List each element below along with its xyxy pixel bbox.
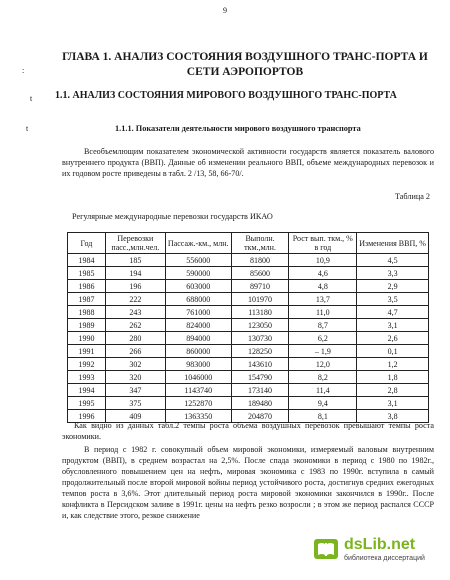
table-cell: 196 bbox=[105, 280, 165, 293]
table-cell: 375 bbox=[105, 397, 165, 410]
table-cell: 280 bbox=[105, 332, 165, 345]
page-number: 9 bbox=[223, 6, 227, 15]
header-cell: Выполн. ткм.,млн. bbox=[231, 233, 289, 254]
table-cell: 1996 bbox=[68, 410, 106, 423]
header-cell: Изменения ВВП, % bbox=[357, 233, 429, 254]
table-cell: 1252870 bbox=[165, 397, 231, 410]
table-row bbox=[68, 306, 429, 319]
table-cell: 556000 bbox=[165, 254, 231, 267]
table-cell: 89710 bbox=[231, 280, 289, 293]
table-cell: 1984 bbox=[68, 254, 106, 267]
table-cell: 603000 bbox=[165, 280, 231, 293]
table-cell: 8,1 bbox=[289, 410, 357, 423]
table-row bbox=[68, 319, 429, 332]
table-cell: 1046000 bbox=[165, 371, 231, 384]
table-cell: 113180 bbox=[231, 306, 289, 319]
table-cell: 1986 bbox=[68, 280, 106, 293]
table-cell: 4,7 bbox=[357, 306, 429, 319]
table-cell: 1995 bbox=[68, 397, 106, 410]
table-cell: 3,1 bbox=[357, 397, 429, 410]
paragraph-intro: Всеобъемлющим показателем экономической активности государств является показатель валового внутреннего продукта (ВВП). Данные об изменении реального ВВП, объеме международных перевозок и их годовом росте приведены в табл. 2 /13, 58, 66-70/. bbox=[62, 147, 434, 178]
table-cell: 1989 bbox=[68, 319, 106, 332]
watermark-name: dsLib.net bbox=[344, 535, 416, 553]
table-cell: 347 bbox=[105, 384, 165, 397]
table-cell: 1990 bbox=[68, 332, 106, 345]
table-cell: 0,1 bbox=[357, 345, 429, 358]
table-cell: 2,6 bbox=[357, 332, 429, 345]
table-row bbox=[68, 293, 429, 306]
subsection-title: 1.1.1. Показатели деятельности мирового воздушного транспорта bbox=[115, 124, 361, 133]
table-cell: 11,4 bbox=[289, 384, 357, 397]
table-cell: 81800 bbox=[231, 254, 289, 267]
table-row bbox=[68, 345, 429, 358]
table-cell: 302 bbox=[105, 358, 165, 371]
table-cell: 1143740 bbox=[165, 384, 231, 397]
table-cell: 1363350 bbox=[165, 410, 231, 423]
table-cell: 4,6 bbox=[289, 267, 357, 280]
table-cell: 761000 bbox=[165, 306, 231, 319]
table-cell: 2,8 bbox=[357, 384, 429, 397]
table-cell: 409 bbox=[105, 410, 165, 423]
table-row bbox=[68, 254, 429, 267]
table-cell: 860000 bbox=[165, 345, 231, 358]
table-cell: 222 bbox=[105, 293, 165, 306]
table-cell: 12,0 bbox=[289, 358, 357, 371]
table-row bbox=[68, 332, 429, 345]
table-cell: 85600 bbox=[231, 267, 289, 280]
table-cell: 1987 bbox=[68, 293, 106, 306]
table-cell: 1988 bbox=[68, 306, 106, 319]
table-cell: 10,9 bbox=[289, 254, 357, 267]
table-cell: – 1,9 bbox=[289, 345, 357, 358]
table-cell: 1985 bbox=[68, 267, 106, 280]
table-cell: 128250 bbox=[231, 345, 289, 358]
table-cell: 8,2 bbox=[289, 371, 357, 384]
table-row bbox=[68, 358, 429, 371]
paragraph-conclusion: Как видно из данных табл.2 темпы роста объема воздушных перевозок превышают темпы роста экономики. bbox=[62, 421, 434, 441]
chapter-title: ГЛАВА 1. АНАЛИЗ СОСТОЯНИЯ ВОЗДУШНОГО ТРАНС-ПОРТА И СЕТИ АЭРОПОРТОВ bbox=[62, 51, 428, 78]
table-cell: 1,8 bbox=[357, 371, 429, 384]
table-cell: 266 bbox=[105, 345, 165, 358]
margin-mark: t bbox=[26, 124, 29, 133]
table-cell: 11,0 bbox=[289, 306, 357, 319]
table-cell: 320 bbox=[105, 371, 165, 384]
table-cell: 185 bbox=[105, 254, 165, 267]
data-table bbox=[67, 232, 429, 423]
table-cell: 123050 bbox=[231, 319, 289, 332]
table-row bbox=[68, 371, 429, 384]
table-cell: 1994 bbox=[68, 384, 106, 397]
table-cell: 824000 bbox=[165, 319, 231, 332]
table-cell: 3,1 bbox=[357, 319, 429, 332]
table-cell: 1,2 bbox=[357, 358, 429, 371]
table-row bbox=[68, 397, 429, 410]
table-cell: 1991 bbox=[68, 345, 106, 358]
paragraph-economy: В период с 1982 г. совокупный объем мировой экономики, измеряемый валовым внутренним продуктом (ВВП), в среднем возрастал на 2,5%. После спада экономики в период с 1980 по 1982г., обусловленного повышением цен на нефть, мировая экономика с 1983 по 1990г. вступила в самый продолжительный после второй мировой войны период устойчивого роста, достигнув средних ежегодных темпов роста в 3,6%. Этот длительный период роста мировой экономики закончился в 1990г.. После конфликта в Персидском заливе в 1991г. цены на нефть резко возросли ; в этом же период распался СССР и, как следствие этого, резкое снижение bbox=[62, 445, 434, 520]
table-cell: 13,7 bbox=[289, 293, 357, 306]
header-cell: Год bbox=[68, 233, 106, 254]
table-row bbox=[68, 280, 429, 293]
table-cell: 4,5 bbox=[357, 254, 429, 267]
table-cell: 3,5 bbox=[357, 293, 429, 306]
header-cell: Пассаж.-км., млн. bbox=[165, 233, 231, 254]
table-cell: 2,9 bbox=[357, 280, 429, 293]
table-cell: 983000 bbox=[165, 358, 231, 371]
table-cell: 204870 bbox=[231, 410, 289, 423]
table-cell: 4,8 bbox=[289, 280, 357, 293]
margin-mark: : bbox=[22, 66, 25, 75]
book-logo-icon bbox=[312, 535, 340, 563]
table-cell: 1993 bbox=[68, 371, 106, 384]
table-cell: 688000 bbox=[165, 293, 231, 306]
table-cell: 1992 bbox=[68, 358, 106, 371]
table-cell: 243 bbox=[105, 306, 165, 319]
table-cell: 590000 bbox=[165, 267, 231, 280]
table-cell: 143610 bbox=[231, 358, 289, 371]
table-caption: Регулярные международные перевозки государств ИКАО bbox=[72, 212, 273, 221]
header-cell: Рост вып. ткм., % в год bbox=[289, 233, 357, 254]
table-header-row bbox=[68, 233, 429, 254]
margin-mark: t bbox=[30, 94, 33, 103]
table-cell: 6,2 bbox=[289, 332, 357, 345]
table-cell: 8,7 bbox=[289, 319, 357, 332]
table-cell: 894000 bbox=[165, 332, 231, 345]
table-row bbox=[68, 267, 429, 280]
table-cell: 189480 bbox=[231, 397, 289, 410]
watermark-subtitle: библиотека диссертаций bbox=[344, 554, 425, 562]
table-cell: 101970 bbox=[231, 293, 289, 306]
table-number: Таблица 2 bbox=[394, 192, 430, 201]
table-cell: 9,4 bbox=[289, 397, 357, 410]
table-cell: 130730 bbox=[231, 332, 289, 345]
table-cell: 154790 bbox=[231, 371, 289, 384]
table-cell: 3,8 bbox=[357, 410, 429, 423]
table-cell: 173140 bbox=[231, 384, 289, 397]
table-cell: 194 bbox=[105, 267, 165, 280]
table-cell: 3,3 bbox=[357, 267, 429, 280]
table-row bbox=[68, 384, 429, 397]
table-cell: 262 bbox=[105, 319, 165, 332]
header-cell: Перевозки пасс.,млн.чел. bbox=[105, 233, 165, 254]
section-title: 1.1. АНАЛИЗ СОСТОЯНИЯ МИРОВОГО ВОЗДУШНОГО ТРАНС-ПОРТА bbox=[55, 90, 397, 101]
watermark bbox=[310, 526, 442, 572]
